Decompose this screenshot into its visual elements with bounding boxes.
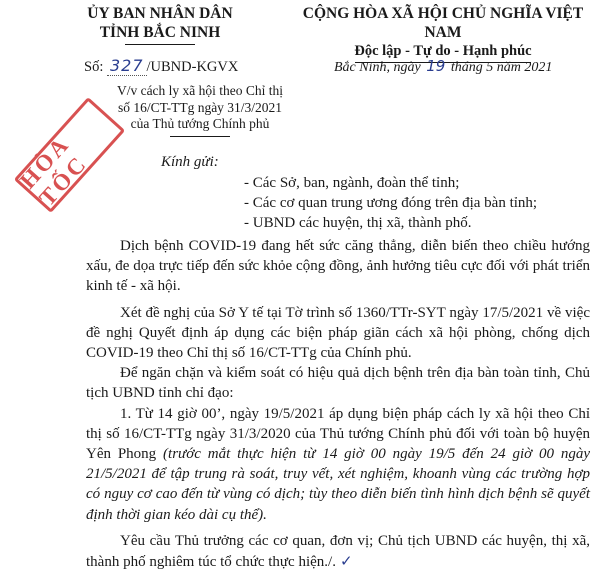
body-paragraph: Xét đề nghị của Sở Y tế tại Tờ trình số 1360/TTr-SYT ngày 17/5/2021 về việc đề nghị Quyết định áp dụng các biện pháp giãn cách xã hội phòng, chống dịch COVID-19 theo Chỉ thị số 16/CT-TTg của Chính phủ. (86, 304, 590, 362)
document-date (334, 57, 552, 76)
doc-number-suffix: /UBND-KGVX (146, 59, 239, 75)
org-line-1: ỦY BAN NHÂN DÂN (87, 5, 233, 22)
date-year-label: năm (496, 60, 521, 75)
urgent-stamp: HỎA TỐC (14, 97, 125, 213)
date-month: 5 (486, 60, 494, 75)
subject-line-2: số 16/CT-TTg ngày 31/3/2021 (117, 99, 283, 115)
addressee-list (244, 173, 537, 233)
body-paragraph: Để ngăn chặn và kiểm soát có hiệu quả dịch bệnh trên địa bàn toàn tỉnh, Chủ tịch UBND tỉnh chỉ đạo: (86, 365, 590, 402)
document-subject (110, 83, 290, 137)
directive-note: (trước mắt thực hiện từ 14 giờ 00 ngày 19/5 đến 24 giờ 00 ngày 21/5/2021 để tập trung rà soát, truy vết, xét nghiệm, khoanh vùng các trường hợp có nguy cơ cao đến từ vùng có dịch; tùy theo diễn biến tình hình dịch bệnh sẽ quyết định thời gian kéo dài cụ thể). (86, 446, 590, 523)
subject-line-1: V/v cách ly xã hội theo Chỉ thị (116, 83, 284, 98)
body-paragraph-directive (86, 404, 590, 525)
date-place-day: Bắc Ninh, ngày (334, 60, 421, 75)
national-heading (286, 4, 600, 63)
date-month-label: tháng (450, 60, 483, 75)
org-line-2: TỈNH BẮC NINH (99, 24, 221, 41)
addressee-item: - Các Sở, ban, ngành, đoàn thể tỉnh; (244, 175, 460, 191)
directive-text: 1. Từ 14 giờ 00’, ngày 19/5/2021 áp dụng biện pháp cách ly xã hội theo Chỉ thị số 16/CT-TTg ngày 31/3/2020 của Thủ tướng Chính phủ đối với toàn bộ huyện Yên Phong (86, 405, 590, 463)
document-number (84, 56, 238, 76)
doc-number-prefix: Số: (84, 59, 104, 75)
org-underline (125, 44, 195, 45)
date-day-handwritten: 19 (426, 57, 446, 75)
body-paragraph: Dịch bệnh COVID-19 đang hết sức căng thẳng, diễn biến theo chiều hướng xấu, đe dọa trực tiếp đến sức khỏe cộng đồng, ảnh hưởng tiêu cực đối với phát triển kinh tế - xã hội. (86, 238, 590, 295)
addressee-label: Kính gửi: (161, 154, 219, 170)
handwritten-check-mark: ✓ (339, 552, 353, 571)
addressee-item: - Các cơ quan trung ương đóng trên địa bàn tỉnh; (244, 195, 538, 211)
body-paragraph-closing (86, 531, 590, 572)
date-year: 2021 (524, 60, 553, 75)
issuing-organization (60, 4, 260, 45)
document-body (86, 236, 590, 572)
addressee-item: - UBND các huyện, thị xã, thành phố. (244, 215, 472, 231)
closing-text: Yêu cầu Thủ trưởng các cơ quan, đơn vị; Chủ tịch UBND các huyện, thị xã, thành phố nghiêm túc tổ chức thực hiện./. (86, 532, 590, 571)
subject-underline (170, 136, 230, 137)
nation-name: CỘNG HÒA XÃ HỘI CHỦ NGHĨA VIỆT NAM (302, 5, 584, 41)
subject-line-3: của Thủ tướng Chính phủ (130, 116, 270, 131)
doc-number-handwritten: 327 (107, 56, 147, 76)
national-motto: Độc lập - Tự do - Hạnh phúc (354, 43, 532, 59)
